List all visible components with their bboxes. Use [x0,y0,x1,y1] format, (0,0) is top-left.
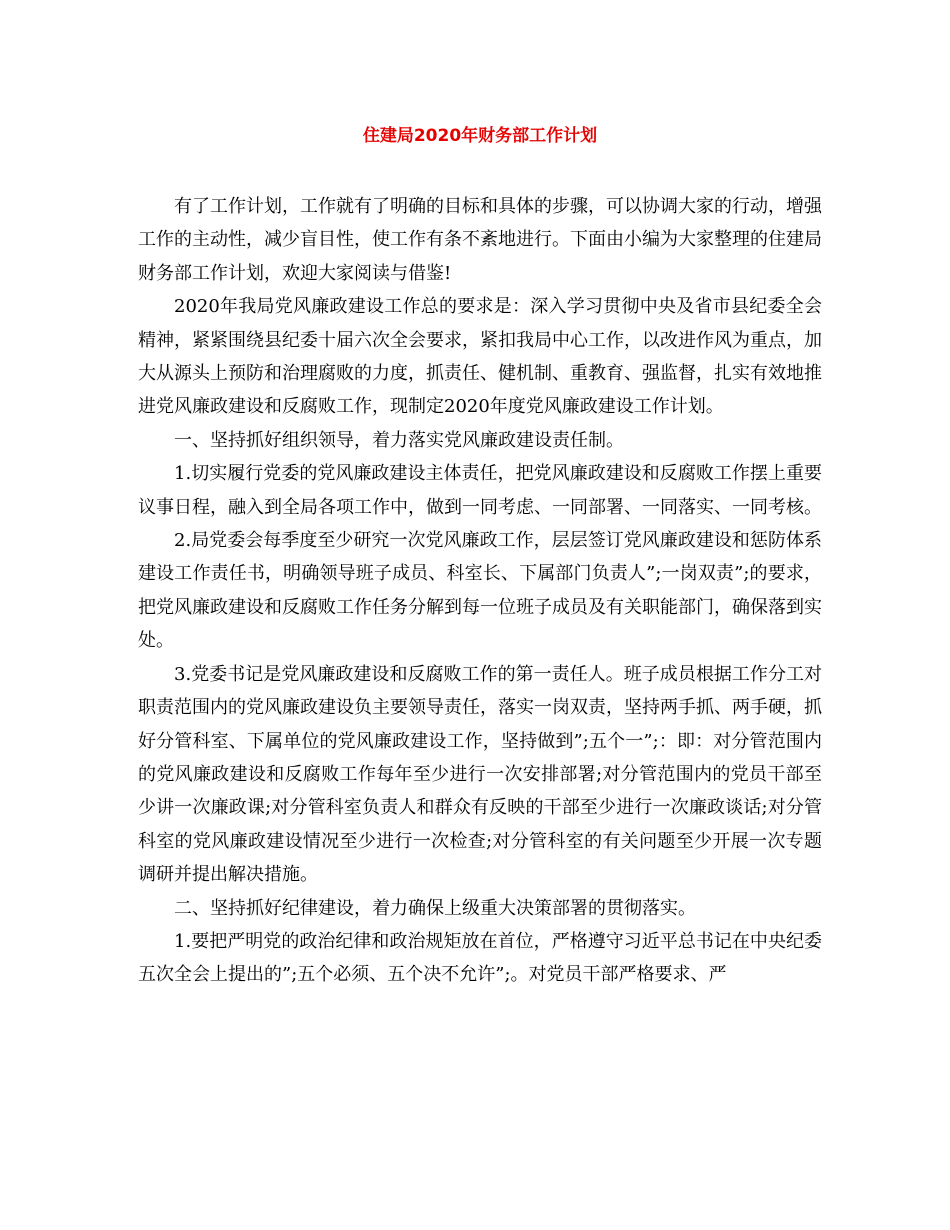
paragraph-item-1-1: 1.切实履行党委的党风廉政建设主体责任，把党风廉政建设和反腐败工作摆上重要议事日程，融入到全局各项工作中，做到一同考虑、一同部署、一同落实、一同考核。 [138,463,822,518]
document-page [138,0,822,1230]
paragraph-item-2-1: 1.要把严明党的政治纪律和政治规矩放在首位，严格遵守习近平总书记在中央纪委五次全会上提出的”;五个必须、五个决不允许”;。对党员干部严格要求、严 [138,930,822,986]
document-title: 住建局2020年财务部工作计划 [362,126,598,146]
paragraph-requirements: 2020年我局党风廉政建设工作总的要求是：深入学习贯彻中央及省市县纪委全会精神，紧紧围绕县纪委十届六次全会要求，紧扣我局中心工作，以改进作风为重点，加大从源头上预防和治理腐败的力度，抓责任、健机制、重教育、强监督，扎实有效地推进党风廉政建设和反腐败工作，现制定2020年度党风廉政建设工作计划。 [138,296,822,418]
section-heading-2: 二、坚持抓好纪律建设，着力确保上级重大决策部署的贯彻落实。 [174,897,696,919]
section-heading-1: 一、坚持抓好组织领导，着力落实党风廉政建设责任制。 [174,429,624,451]
paragraph-item-1-3: 3.党委书记是党风廉政建设和反腐败工作的第一责任人。班子成员根据工作分工对职责范围内的党风廉政建设负主要领导责任，落实一岗双责，坚持两手抓、两手硬，抓好分管科室、下属单位的党风廉政建设工作，坚持做到”;五个一”;：即：对分管范围内的党风廉政建设和反腐败工作每年至少进行一次安排部署;对分管范围内的党员干部至少讲一次廉政课;对分管科室负责人和群众有反映的干部至少进行一次廉政谈话;对分管科室的党风廉政建设情况至少进行一次检查;对分管科室的有关问题至少开展一次专题调研并提出解决措施。 [138,663,822,886]
paragraph-intro: 有了工作计划，工作就有了明确的目标和具体的步骤，可以协调大家的行动，增强工作的主动性，减少盲目性，使工作有条不紊地进行。下面由小编为大家整理的住建局财务部工作计划，欢迎大家阅读与借鉴! [138,196,822,284]
paragraph-item-1-2: 2.局党委会每季度至少研究一次党风廉政工作，层层签订党风廉政建设和惩防体系建设工作责任书，明确领导班子成员、科室长、下属部门负责人”;一岗双责”;的要求，把党风廉政建设和反腐败工作任务分解到每一位班子成员及有关职能部门，确保落到实处。 [138,530,822,652]
document-body [138,190,822,992]
